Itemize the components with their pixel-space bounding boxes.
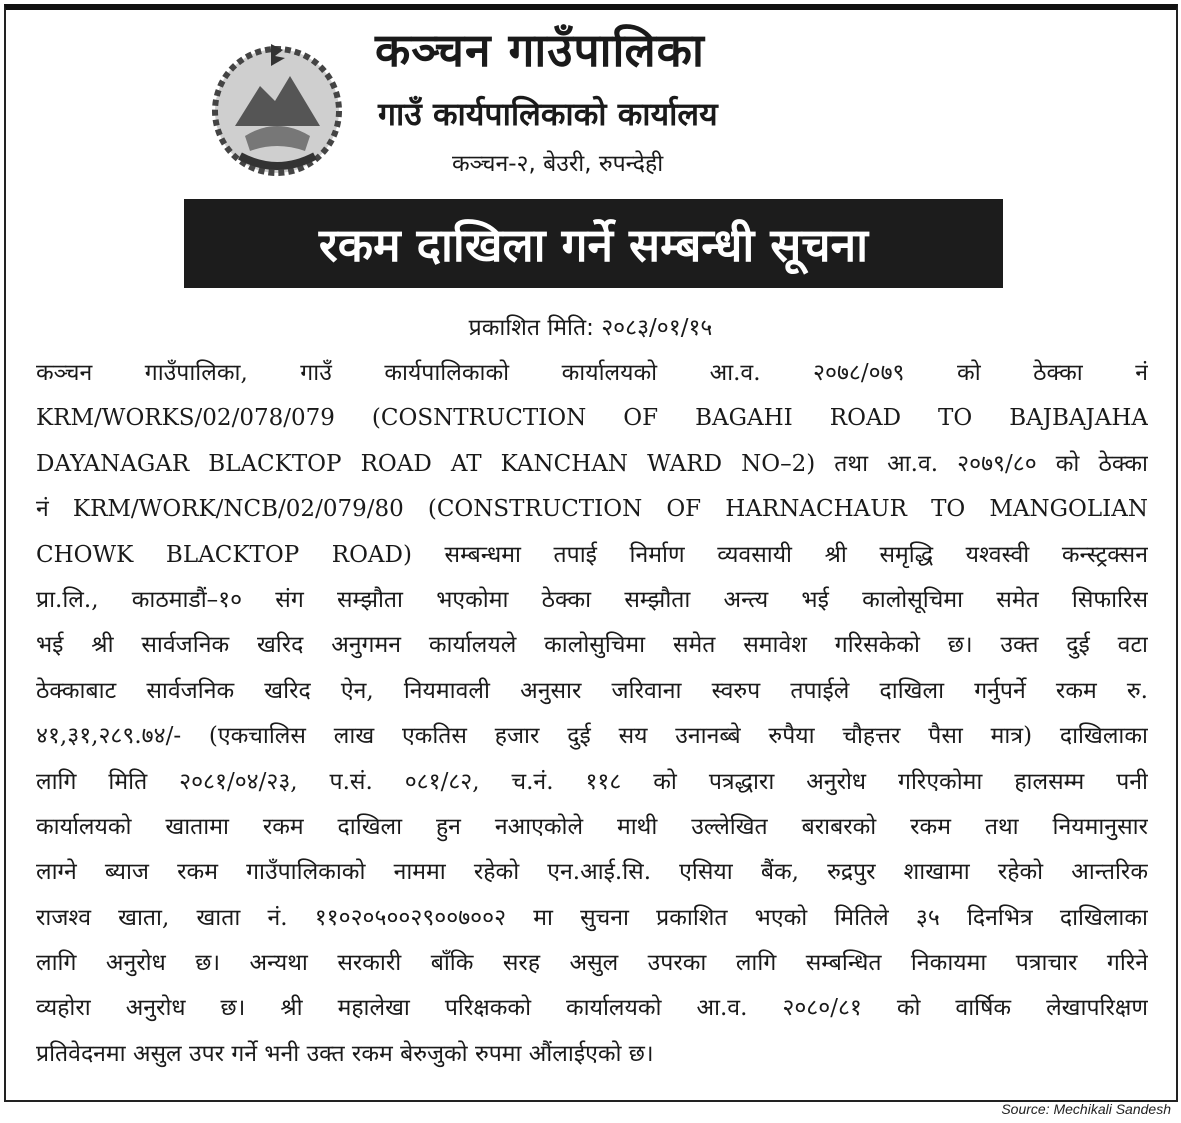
- body-line: व्यहोरा अनुरोध छ। श्री महालेखा परिक्षकको कार्यालयको आ.व. २०८०/८१ को वार्षिक लेखापरिक्षण: [36, 995, 1148, 1022]
- body-line: कञ्चन गाउँपालिका, गाउँ कार्यपालिकाको कार्यालयको आ.व. २०७८/०७९ को ठेक्का नं: [36, 360, 1148, 386]
- office-name: गाउँ कार्यपालिकाको कार्यालय: [378, 95, 718, 133]
- body-line: नं KRM/WORK/NCB/02/079/80 (CONSTRUCTION OF HARNACHAUR TO MANGOLIAN: [36, 496, 1148, 523]
- notice-heading: [184, 199, 1003, 288]
- notice-body: [36, 351, 1148, 1077]
- body-line: प्रा.लि., काठमाडौं–१० संग सम्झौता भएकोमा ठेक्का सम्झौता अन्त्य भई कालोसूचिमा समेत सिफारिस: [36, 586, 1148, 613]
- body-line: ठेक्काबाट सार्वजनिक खरिद ऐन, नियमावली अनुसार जरिवाना स्वरुप तपाईले दाखिला गर्नुपर्ने रकम रु.: [36, 677, 1148, 704]
- body-line: DAYANAGAR BLACKTOP ROAD AT KANCHAN WARD NO–2) तथा आ.व. २०७९/८० को ठेक्का: [36, 450, 1148, 477]
- body-line: प्रतिवेदनमा असुल उपर गर्ने भनी उक्त रकम बेरुजुको रुपमा औंलाईएको छ।: [36, 1040, 654, 1067]
- municipality-name: कञ्चन गाउँपालिका: [375, 23, 705, 77]
- office-address: कञ्चन-२, बेउरी, रुपन्देही: [452, 151, 664, 177]
- body-line: ४१,३१,२८९.७४/- (एकचालिस लाख एकतिस हजार दुई सय उनानब्बे रुपैया चौहत्तर पैसा मात्र) दाखिलाका: [36, 723, 1148, 750]
- body-line: KRM/WORKS/02/078/079 (COSNTRUCTION OF BAGAHI ROAD TO BAJBAJAHA: [36, 405, 1148, 432]
- body-line: लाग्ने ब्याज रकम गाउँपालिकाको नाममा रहेको एन.आई.सि. एसिया बैंक, रुद्रपुर शाखामा रहेको आन्तरिक: [36, 859, 1148, 886]
- body-line: राजश्व खाता, खाता नं. ११०२०५००२९००७००२ मा सुचना प्रकाशित भएको मितिले ३५ दिनभित्र दाखिलाका: [36, 904, 1148, 931]
- notice-heading-text: रकम दाखिला गर्ने सम्बन्धी सूचना: [318, 217, 869, 272]
- body-line: भई श्री सार्वजनिक खरिद अनुगमन कार्यालयले कालोसुचिमा समेत समावेश गरिसकेको छ। उक्त दुई वटा: [36, 632, 1148, 659]
- government-emblem-icon: [205, 36, 350, 181]
- body-line: लागि मिति २०८१/०४/२३, प.सं. ०८१/८२, च.नं. ११८ को पत्रद्धारा अनुरोध गरिएकोमा हालसम्म पनी: [36, 768, 1148, 795]
- source-credit: Source: Mechikali Sandesh: [1001, 1101, 1171, 1117]
- body-line: CHOWK BLACKTOP ROAD) सम्बन्धमा तपाई निर्माण व्यवसायी श्री समृद्धि यश्वस्वी कन्स्ट्रक्सन: [36, 541, 1148, 568]
- published-date: प्रकाशित मिति: २०८३/०१/१५: [468, 315, 713, 341]
- body-line: कार्यालयको खातामा रकम दाखिला हुन नआएकोले माथी उल्लेखित बराबरको रकम तथा नियमानुसार: [36, 813, 1148, 840]
- body-line: लागि अनुरोध छ। अन्यथा सरकारी बाँकि सरह असुल उपरका लागि सम्बन्धित निकायमा पत्राचार गरिने: [36, 950, 1148, 977]
